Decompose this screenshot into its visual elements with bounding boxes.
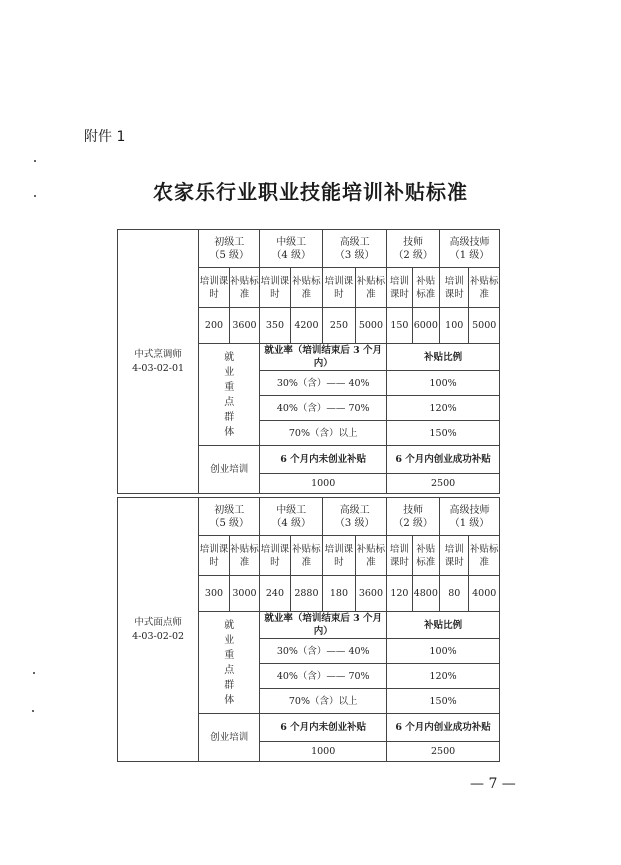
employment-rate-header: 就业率（培训结束后 3 个月内）: [260, 612, 387, 639]
hours-value: 250: [323, 308, 356, 344]
level-name: 高级技师: [449, 236, 490, 248]
level-header: [440, 498, 500, 536]
subsidy-label: 补贴标准: [229, 268, 259, 308]
hours-value: 180: [323, 576, 356, 612]
level-name: 高级工: [339, 504, 370, 516]
level-header: [199, 498, 260, 536]
subsidy-label: 补贴标准: [469, 268, 500, 308]
priority-group-cell: [199, 344, 260, 446]
startup-not-header: 6 个月内未创业补贴: [260, 714, 387, 742]
level-name: 中级工: [276, 236, 307, 248]
subsidy-value: 5000: [355, 308, 387, 344]
subsidy-value: 3600: [355, 576, 387, 612]
subsidy-ratio: 150%: [387, 689, 500, 714]
employment-rate: 40%（含）—— 70%: [260, 664, 387, 689]
level-grade: （5 级）: [209, 249, 249, 261]
scan-speck: [34, 195, 36, 197]
level-header: [323, 230, 387, 268]
startup-not-value: 1000: [260, 742, 387, 762]
level-grade: （1 级）: [449, 249, 490, 261]
level-grade: （3 级）: [334, 517, 375, 529]
scan-speck: [34, 160, 36, 162]
subsidy-table-pastry: [117, 497, 500, 762]
subsidy-label: 补贴标准: [355, 268, 387, 308]
hours-label: 培训课时: [440, 268, 469, 308]
level-header: [440, 230, 500, 268]
level-header: [323, 498, 387, 536]
level-name: 中级工: [276, 504, 307, 516]
hours-value: 120: [387, 576, 412, 612]
subsidy-table-cooking: [117, 229, 500, 494]
subsidy-value: 5000: [469, 308, 500, 344]
scan-speck: [33, 672, 35, 674]
level-header: [387, 230, 440, 268]
priority-group-label: 就业重点群体: [224, 351, 235, 438]
hours-value: 240: [260, 576, 290, 612]
hours-label: 培训课时: [387, 268, 412, 308]
subsidy-label: 补贴标准: [290, 268, 323, 308]
hours-label: 培训课时: [199, 268, 229, 308]
hours-value: 80: [440, 576, 469, 612]
subsidy-value: 4000: [469, 576, 500, 612]
level-name: 初级工: [214, 504, 245, 516]
subsidy-value: 3000: [229, 576, 259, 612]
level-header: [387, 498, 440, 536]
subsidy-ratio: 150%: [387, 421, 500, 446]
startup-training-label: 创业培训: [199, 714, 260, 762]
occupation-code: 4-03-02-01: [132, 362, 185, 374]
subsidy-value: 2880: [290, 576, 323, 612]
level-header: [260, 498, 323, 536]
level-grade: （1 级）: [449, 517, 490, 529]
subsidy-ratio: 120%: [387, 396, 500, 421]
occupation-cell: [118, 498, 199, 762]
page-number: — 7 —: [470, 776, 516, 792]
level-header: [199, 230, 260, 268]
hours-value: 200: [199, 308, 229, 344]
priority-group-label: 就业重点群体: [224, 619, 235, 706]
page-title: 农家乐行业职业技能培训补贴标准: [153, 180, 468, 204]
hours-value: 150: [387, 308, 412, 344]
employment-rate-header: 就业率（培训结束后 3 个月内）: [260, 344, 387, 371]
employment-rate: 40%（含）—— 70%: [260, 396, 387, 421]
hours-value: 100: [440, 308, 469, 344]
level-name: 技师: [403, 236, 424, 248]
hours-label: 培训课时: [387, 536, 412, 576]
hours-value: 350: [260, 308, 290, 344]
hours-label: 培训课时: [323, 268, 356, 308]
level-grade: （4 级）: [271, 249, 311, 261]
level-grade: （2 级）: [393, 517, 433, 529]
startup-not-value: 1000: [260, 474, 387, 494]
hours-label: 培训课时: [323, 536, 356, 576]
subsidy-ratio-header: 补贴比例: [387, 344, 500, 371]
subsidy-label: 补贴标准: [469, 536, 500, 576]
startup-success-value: 2500: [387, 742, 500, 762]
hours-label: 培训课时: [440, 536, 469, 576]
occupation-name: 中式烹调师: [134, 348, 182, 360]
level-name: 技师: [403, 504, 424, 516]
hours-label: 培训课时: [260, 536, 290, 576]
subsidy-value: 3600: [229, 308, 259, 344]
subsidy-value: 4200: [290, 308, 323, 344]
level-grade: （3 级）: [334, 249, 375, 261]
level-header: [260, 230, 323, 268]
level-grade: （5 级）: [209, 517, 249, 529]
employment-rate: 30%（含）—— 40%: [260, 371, 387, 396]
startup-success-value: 2500: [387, 474, 500, 494]
subsidy-ratio: 120%: [387, 664, 500, 689]
hours-label: 培训课时: [260, 268, 290, 308]
hours-value: 300: [199, 576, 229, 612]
subsidy-label: 补贴标准: [412, 268, 439, 308]
level-name: 高级技师: [449, 504, 490, 516]
level-grade: （4 级）: [271, 517, 311, 529]
startup-success-header: 6 个月内创业成功补贴: [387, 446, 500, 474]
priority-group-cell: [199, 612, 260, 714]
scan-speck: [32, 710, 34, 712]
subsidy-ratio-header: 补贴比例: [387, 612, 500, 639]
subsidy-label: 补贴标准: [290, 536, 323, 576]
level-grade: （2 级）: [393, 249, 433, 261]
level-name: 高级工: [339, 236, 370, 248]
startup-not-header: 6 个月内未创业补贴: [260, 446, 387, 474]
startup-success-header: 6 个月内创业成功补贴: [387, 714, 500, 742]
hours-label: 培训课时: [199, 536, 229, 576]
level-name: 初级工: [214, 236, 245, 248]
employment-rate: 70%（含）以上: [260, 689, 387, 714]
subsidy-value: 4800: [412, 576, 439, 612]
subsidy-value: 6000: [412, 308, 439, 344]
startup-training-label: 创业培训: [199, 446, 260, 494]
subsidy-label: 补贴标准: [412, 536, 439, 576]
occupation-cell: [118, 230, 199, 494]
employment-rate: 70%（含）以上: [260, 421, 387, 446]
occupation-code: 4-03-02-02: [132, 630, 185, 642]
subsidy-label: 补贴标准: [229, 536, 259, 576]
occupation-name: 中式面点师: [134, 616, 182, 628]
attachment-label: 附件 1: [84, 129, 126, 145]
employment-rate: 30%（含）—— 40%: [260, 639, 387, 664]
subsidy-label: 补贴标准: [355, 536, 387, 576]
subsidy-ratio: 100%: [387, 371, 500, 396]
subsidy-ratio: 100%: [387, 639, 500, 664]
